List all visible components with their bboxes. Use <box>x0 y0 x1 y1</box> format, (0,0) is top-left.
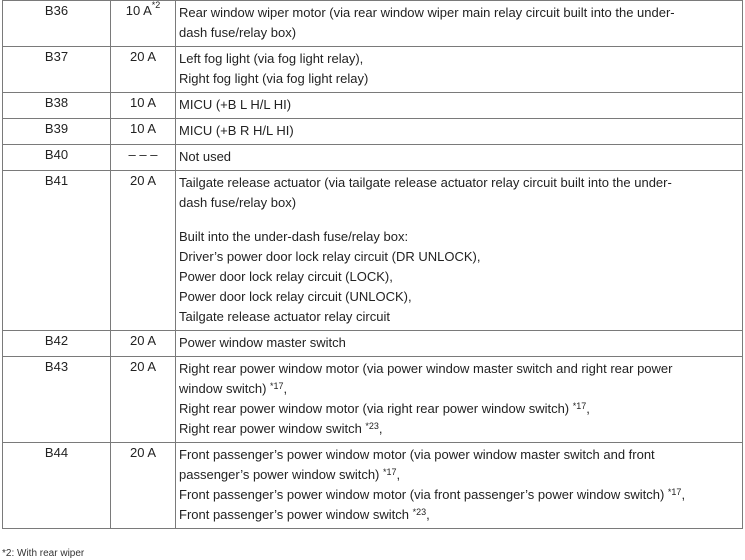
trailing-punctuation: , <box>586 401 590 416</box>
amperage-value: 10 A <box>129 95 157 110</box>
circuit-description-cell <box>176 331 743 357</box>
description-text: Tailgate release actuator relay circuit <box>179 309 390 324</box>
fuse-number-cell: B43 <box>3 357 111 443</box>
footnote: *2: With rear wiper <box>2 548 85 559</box>
description-text: Tailgate release actuator (via tailgate release actuator relay circuit built into the under- <box>179 175 672 190</box>
description-line <box>179 147 738 167</box>
amperage-value: 20 A <box>129 49 157 64</box>
description-text: Built into the under-dash fuse/relay box: <box>179 229 409 244</box>
circuit-description-cell <box>176 93 743 119</box>
description-line <box>179 419 738 439</box>
amperage-cell <box>111 1 176 47</box>
description-text: Driver’s power door lock relay circuit (DR UNLOCK), <box>179 249 481 264</box>
fuse-number-cell: B44 <box>3 443 111 529</box>
description-line <box>179 267 738 287</box>
fuse-number-cell: B36 <box>3 1 111 47</box>
description-line <box>179 23 738 43</box>
description-text: passenger’s power window switch) <box>179 467 384 482</box>
fuse-table <box>2 0 743 529</box>
description-text: dash fuse/relay box) <box>179 25 297 40</box>
amperage-value: 20 A <box>129 359 157 374</box>
amperage-value: 10 A <box>129 121 157 136</box>
table-row <box>3 331 743 357</box>
description-line <box>179 379 738 399</box>
description-line <box>179 3 738 23</box>
description-text: window switch) <box>179 381 271 396</box>
description-line <box>179 69 738 89</box>
amperage-cell <box>111 119 176 145</box>
description-line <box>179 173 738 193</box>
amperage-footnote-ref: *2 <box>151 0 161 10</box>
description-line <box>179 359 738 379</box>
amperage-value: 10 A <box>125 3 152 18</box>
description-line <box>179 121 738 141</box>
circuit-description-cell <box>176 1 743 47</box>
footnote-ref: *23 <box>412 507 427 517</box>
description-line <box>179 505 738 525</box>
description-text: Right fog light (via fog light relay) <box>179 71 369 86</box>
description-line <box>179 287 738 307</box>
footnote-ref: *17 <box>667 487 682 497</box>
description-line <box>179 485 738 505</box>
footnote-ref: *17 <box>383 467 397 477</box>
description-line <box>179 227 738 247</box>
table-row <box>3 1 743 47</box>
footnote-ref: *23 <box>365 421 379 431</box>
circuit-description-cell <box>176 145 743 171</box>
amperage-value: – – – <box>128 147 158 162</box>
trailing-punctuation: , <box>396 467 401 482</box>
description-text: MICU (+B L H/L HI) <box>179 97 292 112</box>
fuse-table-body <box>3 1 743 529</box>
circuit-description-cell <box>176 357 743 443</box>
footnote-ref: *17 <box>270 381 284 391</box>
description-text: Right rear power window motor (via right rear power window switch) <box>179 401 573 416</box>
footnote-ref: *17 <box>572 401 587 411</box>
table-row <box>3 357 743 443</box>
amperage-cell <box>111 443 176 529</box>
fuse-number-cell: B40 <box>3 145 111 171</box>
trailing-punctuation: , <box>681 487 686 502</box>
trailing-punctuation: , <box>378 421 383 436</box>
description-text: Power door lock relay circuit (UNLOCK), <box>179 289 412 304</box>
table-row <box>3 171 743 331</box>
circuit-description-cell <box>176 171 743 331</box>
trailing-punctuation: , <box>426 507 430 522</box>
description-text: Power door lock relay circuit (LOCK), <box>179 269 393 284</box>
description-text: Front passenger’s power window motor (via power window master switch and front <box>179 447 655 462</box>
description-text: Right rear power window switch <box>179 421 366 436</box>
fuse-number-cell: B39 <box>3 119 111 145</box>
description-line <box>179 465 738 485</box>
description-line <box>179 307 738 327</box>
circuit-description-cell <box>176 47 743 93</box>
table-row <box>3 119 743 145</box>
fuse-number-cell: B38 <box>3 93 111 119</box>
amperage-cell <box>111 357 176 443</box>
description-text: Not used <box>179 149 232 164</box>
description-line <box>179 247 738 267</box>
description-text: MICU (+B R H/L HI) <box>179 123 294 138</box>
amperage-cell <box>111 145 176 171</box>
table-row <box>3 443 743 529</box>
amperage-value: 20 A <box>129 445 157 460</box>
table-row <box>3 47 743 93</box>
amperage-cell <box>111 93 176 119</box>
circuit-description-cell <box>176 443 743 529</box>
fuse-number-cell: B37 <box>3 47 111 93</box>
description-line <box>179 445 738 465</box>
description-text: Left fog light (via fog light relay), <box>179 51 364 66</box>
paragraph-gap <box>179 213 738 227</box>
description-text: Front passenger’s power window motor (via front passenger’s power window switch) <box>179 487 668 502</box>
table-row <box>3 145 743 171</box>
description-line <box>179 49 738 69</box>
description-text: Rear window wiper motor (via rear window wiper main relay circuit built into the under- <box>179 5 675 20</box>
description-line <box>179 399 738 419</box>
amperage-cell <box>111 47 176 93</box>
description-line <box>179 193 738 213</box>
description-text: dash fuse/relay box) <box>179 195 297 210</box>
amperage-cell <box>111 331 176 357</box>
fuse-number-cell: B41 <box>3 171 111 331</box>
circuit-description-cell <box>176 119 743 145</box>
fuse-number-cell: B42 <box>3 331 111 357</box>
description-line <box>179 333 738 353</box>
amperage-value: 20 A <box>129 173 157 188</box>
trailing-punctuation: , <box>283 381 288 396</box>
table-row <box>3 93 743 119</box>
description-text: Power window master switch <box>179 335 346 350</box>
amperage-value: 20 A <box>129 333 157 348</box>
amperage-cell <box>111 171 176 331</box>
description-text: Right rear power window motor (via power window master switch and right rear power <box>179 361 673 376</box>
description-text: Front passenger’s power window switch <box>179 507 413 522</box>
description-line <box>179 95 738 115</box>
